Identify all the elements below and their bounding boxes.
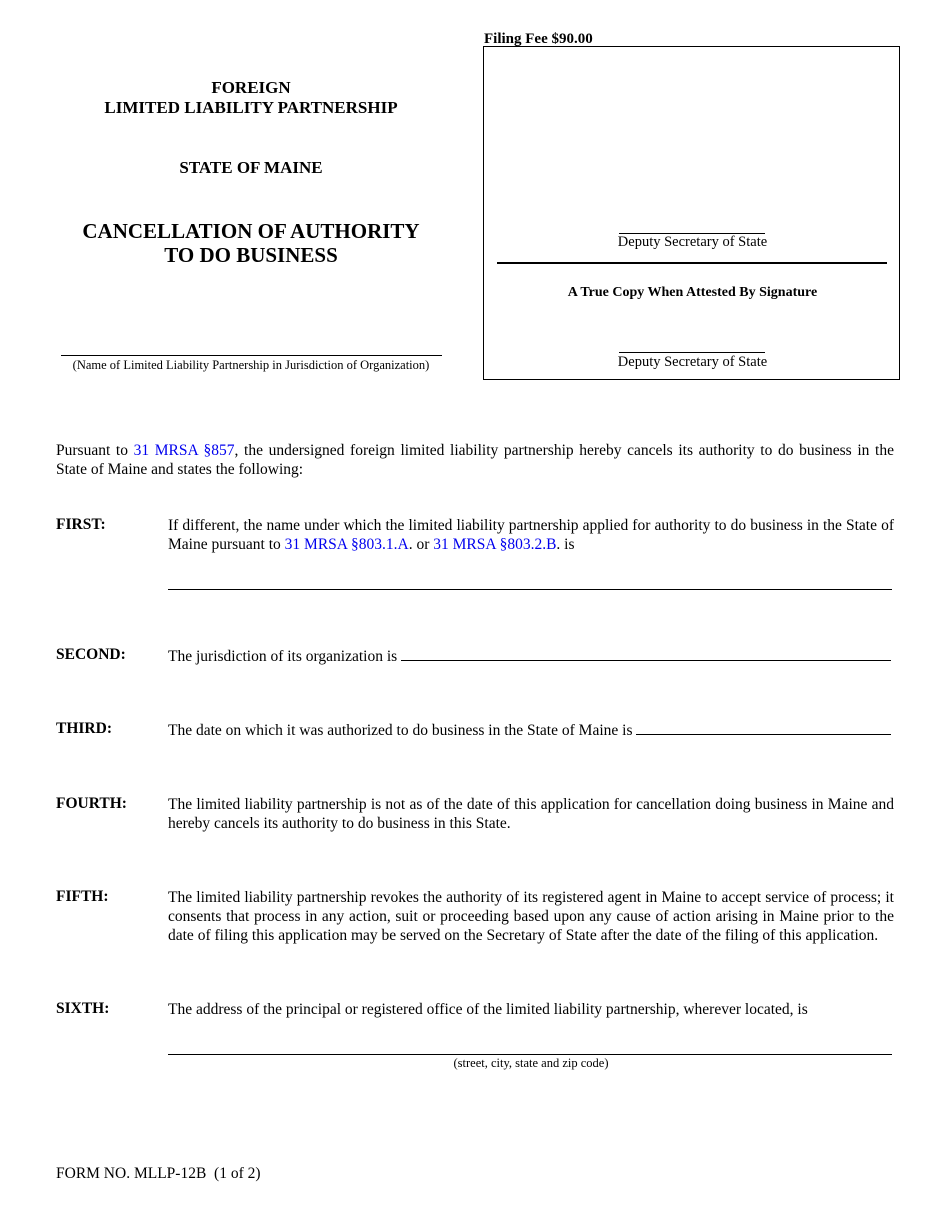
- first-label: FIRST:: [56, 516, 106, 533]
- signature-2-label: Deputy Secretary of State: [617, 354, 768, 370]
- title-line-1: CANCELLATION OF AUTHORITY: [82, 219, 420, 243]
- second-text: [168, 646, 894, 666]
- authorization-date-field[interactable]: [636, 720, 891, 735]
- third-label: THIRD:: [56, 720, 112, 737]
- intro-pre: Pursuant to: [56, 442, 134, 459]
- filing-fee: Filing Fee $90.00: [484, 31, 593, 47]
- llp-name-field[interactable]: [61, 355, 442, 356]
- address-field[interactable]: [168, 1054, 892, 1055]
- third-prompt: The date on which it was authorized to do business in the State of Maine is: [168, 722, 637, 739]
- fifth-text: The limited liability partnership revokes the authority of its registered agent in Maine to accept service of process; it consents that process in any action, suit or proceeding based upon any cause of action arising in Maine prior to the date of filing this application may be served on the Secretary of State after the date of the filing of this application.: [168, 889, 894, 944]
- statute-link-857[interactable]: 31 MRSA §857: [133, 442, 235, 459]
- llp-name-caption: (Name of Limited Liability Partnership in Jurisdiction of Organization): [72, 358, 430, 372]
- first-name-field[interactable]: [168, 589, 892, 590]
- form-title: [56, 219, 446, 267]
- true-copy-note: A True Copy When Attested By Signature: [567, 285, 818, 300]
- fourth-text: The limited liability partnership is not as of the date of this application for cancellation doing business in Maine and hereby cancels its authority to do business in this State.: [168, 796, 894, 832]
- second-label: SECOND:: [56, 646, 126, 663]
- box-divider: [497, 262, 887, 264]
- sixth-text: The address of the principal or registered office of the limited liability partnership, wherever located, is: [168, 1001, 808, 1018]
- header-state: STATE OF MAINE: [179, 158, 323, 177]
- header-llp: LIMITED LIABILITY PARTNERSHIP: [104, 98, 398, 117]
- intro-post: , the undersigned foreign limited liability partnership hereby cancels its authority to do business in the State of Maine and states the following:: [56, 442, 894, 478]
- fifth-label: FIFTH:: [56, 888, 109, 905]
- statute-link-803-2-b[interactable]: 31 MRSA §803.2.B: [433, 536, 557, 553]
- first-pre: If different, the name under which the limited liability partnership applied for authority to do business in the State of Maine pursuant to: [168, 517, 894, 553]
- first-mid: . or: [408, 536, 434, 553]
- intro-paragraph: [56, 441, 894, 479]
- third-text: [168, 720, 894, 740]
- statute-link-803-1-a[interactable]: 31 MRSA §803.1.A: [284, 536, 409, 553]
- fourth-label: FOURTH:: [56, 795, 127, 812]
- office-use-box: [483, 46, 900, 380]
- signature-line-2: [619, 352, 765, 353]
- first-text: [168, 516, 894, 554]
- first-post: . is: [556, 536, 575, 553]
- title-line-2: TO DO BUSINESS: [164, 243, 338, 267]
- signature-1-label: Deputy Secretary of State: [617, 234, 768, 250]
- address-caption: (street, city, state and zip code): [453, 1056, 609, 1070]
- form-header: [56, 78, 446, 118]
- header-foreign: FOREIGN: [211, 78, 291, 97]
- form-number: FORM NO. MLLP-12B (1 of 2): [56, 1165, 261, 1182]
- sixth-label: SIXTH:: [56, 1000, 110, 1017]
- jurisdiction-field[interactable]: [401, 646, 891, 661]
- second-prompt: The jurisdiction of its organization is: [168, 648, 402, 665]
